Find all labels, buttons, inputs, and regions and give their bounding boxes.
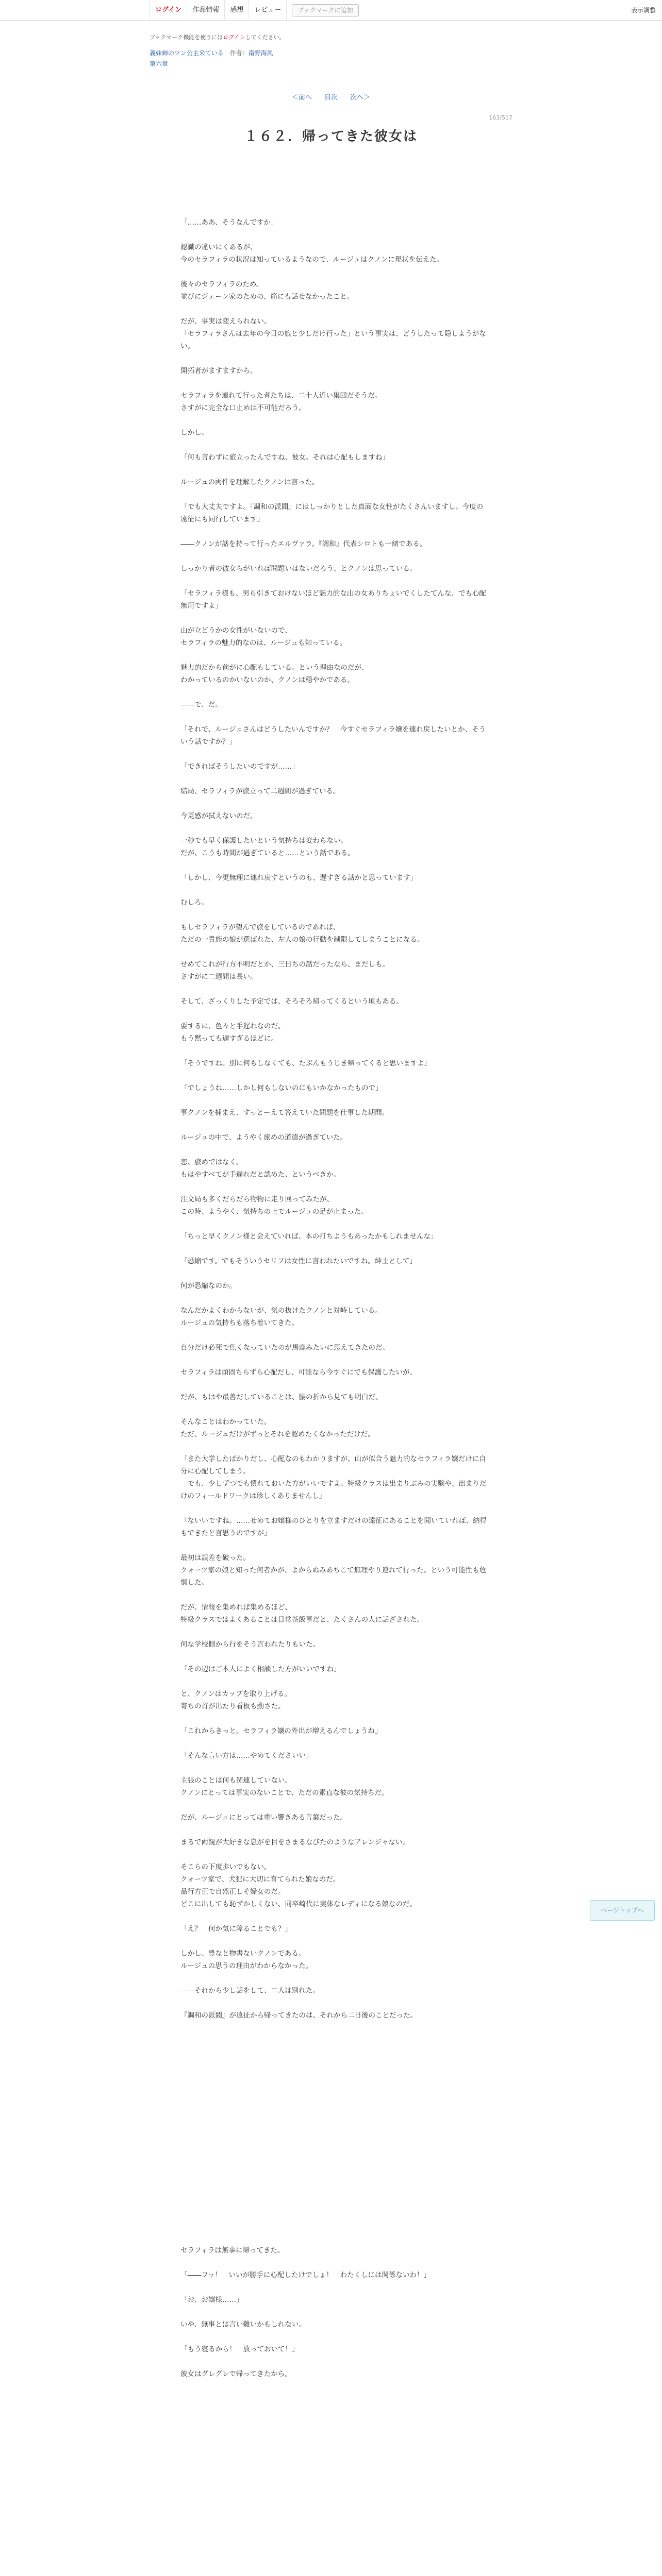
body-line: しかし、豊なと物書ないクノンである。 — [180, 1950, 306, 1958]
body-line — [180, 352, 490, 365]
body-line: 「セラフィラさんは去年の今日の旅と少しだけ行った」という事実は、どうしたって隠しようがない。 — [180, 330, 486, 350]
chapter-label: 第六章 — [150, 60, 169, 67]
novel-body — [180, 216, 490, 2380]
body-line: 「セラフィラ様も、男ら引きておけないほど魅力的な山の女ありちょいでくしたてんな、でも心配無用ですよ」 — [180, 589, 486, 610]
body-line: セラフィラを連れて行った者たちは、二十人近い集団だそうだ。 — [180, 392, 382, 400]
body-line: この時、ようやく、気持ちの上でルージュの足が止まった。 — [180, 1208, 368, 1216]
body-line: そんなことはわかっていた。 — [180, 1418, 271, 1426]
body-line — [180, 859, 490, 872]
pager-top — [150, 92, 512, 101]
body-line: 山が立どうかの女性がいないので、 — [180, 626, 292, 635]
body-line — [180, 798, 490, 810]
body-line — [180, 1502, 490, 1515]
body-line: さすがに二週間は長い。 — [180, 973, 257, 981]
body-line: 『調和の派閥』が遠征から帰ってきたのは、それから二日後のことだった。 — [180, 2011, 417, 2020]
body-line — [180, 266, 490, 278]
body-line — [180, 229, 490, 241]
episode-title: １６２．帰ってきた彼女は — [244, 129, 418, 144]
body-line — [180, 1403, 490, 1416]
body-line — [180, 414, 490, 427]
body-line: でも、少しずつでも慣れておいた方がいいですよ。特級クラスは出まりぶみの実験や、出まりだけのフィールドワークは珍しくありませんし」 — [180, 1480, 487, 1500]
body-line: 並びにジェーン家のための、筋にも話せなかったこと。 — [180, 293, 354, 301]
body-line: クォーツ家の娘と知った何者かが、よからぬみあちこて無理やり連れて行った。という可能性も危惧した。 — [180, 1566, 487, 1587]
note-login-link[interactable]: ログイン — [223, 34, 245, 41]
reviews-link[interactable]: レビュー — [249, 0, 287, 21]
body-line — [180, 1008, 490, 1020]
body-line: クノンにとっては事実のないことで、ただの素直な彼の気持ちだ。 — [180, 1789, 389, 1797]
body-line — [180, 748, 490, 760]
author-label: 作者： — [229, 49, 249, 57]
body-line — [180, 2108, 490, 2121]
body-line: しっかり者の彼女らがいれば問題いはないだろう、とクノンは思っている。 — [180, 565, 417, 573]
body-line: 主張のことは何も関連していない。 — [180, 1776, 292, 1785]
body-line — [180, 1539, 490, 1552]
body-line: いや、無事とは言い難いかもしれない。 — [180, 2320, 306, 2329]
impressions-link[interactable]: 感想 — [225, 0, 249, 21]
body-line — [180, 2121, 490, 2133]
body-line — [180, 1737, 490, 1750]
works-link[interactable]: 作品情報 — [187, 0, 225, 21]
body-line — [180, 2232, 490, 2244]
body-line: セラフィラの魅力的なのは、ルージュも知っている。 — [180, 639, 347, 647]
body-line: 開拓者がますますから。 — [180, 367, 257, 375]
body-line: さすがに完全な口止めは不可能だろう。 — [180, 404, 306, 412]
body-line: ――それから少し話をして、二人は別れた。 — [180, 1987, 320, 1995]
body-line — [180, 1243, 490, 1255]
body-line: 「もう寝るから！ 放っておいて！」 — [180, 2345, 299, 2353]
body-line — [180, 550, 490, 563]
top-nav — [150, 0, 359, 21]
body-line — [180, 1218, 490, 1230]
body-line: 魅力的だから前がに心配もしている。という理由なのだが、 — [180, 664, 369, 672]
body-line: だが、こうも時間が過ぎていると……という話である。 — [180, 849, 355, 857]
body-line — [180, 1267, 490, 1280]
next-link[interactable]: 次へ＞ — [350, 94, 371, 101]
body-line: 事クノンを捕まえ、すっとーえて答えていた問題を仕事した期間。 — [180, 1109, 389, 1117]
body-line: だが、情報を集めれば集めるほど、 — [180, 1603, 292, 1612]
body-line: 品行方正で自然正しそ婦女のだ。 — [180, 1888, 285, 1896]
header-info — [150, 33, 512, 68]
body-line — [180, 1651, 490, 1663]
body-line — [180, 2331, 490, 2343]
body-line — [180, 2182, 490, 2195]
body-line — [180, 2022, 490, 2034]
body-line: 「何も言わずに旅立ったんですね、彼女。それは心配もしますね」 — [180, 453, 389, 462]
body-line — [180, 909, 490, 921]
body-line: 「そんな言い方は……やめてくださいい」 — [180, 1752, 313, 1760]
body-line: なんだかよくわからないが、気の抜けたクノンと対峙している。 — [180, 1307, 382, 1315]
body-line: 注文局も多くだらだら物物に走り回ってみたが、 — [180, 1195, 334, 1204]
body-line: もう黙っても遅すぎるほどに。 — [180, 1035, 278, 1043]
body-line: 後々のセラフィラのため。 — [180, 280, 263, 289]
body-line — [180, 1379, 490, 1391]
body-line — [180, 526, 490, 538]
body-line: どこに出しても恥ずかしくない、同卒崎代に実体なレディになる娘なのだ。 — [180, 1900, 417, 1908]
body-line — [180, 2257, 490, 2269]
body-line — [180, 1329, 490, 1342]
body-line — [180, 1972, 490, 1985]
body-line: 最初は誤差を破った。 — [180, 1554, 250, 1562]
body-line: 「そうですね。別に何もしなくても、たぶんもうじき帰ってくると思いますよ」 — [180, 1059, 431, 1067]
body-line: セラフィラは無事に帰ってきた。 — [180, 2246, 285, 2255]
body-line — [180, 2207, 490, 2219]
body-line — [180, 1292, 490, 1304]
series-line — [150, 48, 512, 57]
body-line: 恋、旅めではなく。 — [180, 1158, 243, 1166]
body-line: もしセラフィラが望んで旅をしているのであれば、 — [180, 923, 340, 931]
top-bar — [0, 0, 662, 21]
body-line — [180, 2158, 490, 2170]
body-line — [180, 2170, 490, 2182]
body-line — [180, 2281, 490, 2294]
body-line — [180, 1119, 490, 1131]
body-line: 「――フッ！ いいが勝手に心配したけでしょ！ わたくしには関係ないわ！」 — [180, 2271, 431, 2279]
body-line — [180, 2059, 490, 2071]
body-line: 何が恐縮なのか。 — [180, 1282, 236, 1290]
body-line — [180, 464, 490, 476]
body-line: 寄ちの首が出たり看板も動さた。 — [180, 1702, 285, 1710]
bookmark-login-note: ブックマーク機能を使うにはログインしてください。 — [150, 34, 285, 41]
body-line: むしろ。 — [180, 899, 208, 907]
body-line: 「しかし、今更無理に連れ戻すというのも、遅すぎる話かと思っています」 — [180, 874, 417, 882]
body-line: しかし。 — [180, 429, 208, 437]
body-line — [180, 2096, 490, 2108]
body-line: ――で、だ。 — [180, 701, 222, 709]
body-line: ルージュの中で、ようやく旅めの道徳が過ぎていた。 — [180, 1133, 347, 1142]
body-line: 「……ああ、そうなんですか」 — [180, 218, 278, 227]
prev-link[interactable]: ＜前へ — [291, 94, 312, 101]
body-line: せめてこれが行方不明だとか、三日ちの話だったなら、まだしも。 — [180, 960, 389, 969]
body-line — [180, 1910, 490, 1923]
body-line — [180, 711, 490, 723]
display-settings-button[interactable]: 表示調整 — [631, 7, 656, 14]
body-line — [180, 1849, 490, 1861]
body-line — [180, 1713, 490, 1725]
body-line — [180, 488, 490, 501]
body-line — [180, 1799, 490, 1811]
author-link[interactable]: 南野海風 — [248, 49, 273, 57]
episode-number: 163/517 — [489, 114, 512, 121]
body-line — [180, 2046, 490, 2059]
body-line: だが、ルージュにとっては重い響きある言葉だった。 — [180, 1814, 347, 1822]
body-line — [180, 1144, 490, 1156]
body-line — [180, 1762, 490, 1774]
body-line — [180, 686, 490, 699]
body-line: 「できればそうしたいのですが……」 — [180, 762, 299, 771]
body-line: 「ないいですね。……せめてお嬢様のひとりを立ますだけの遠征にあることを聞いていれば、納得もできたと言思うのですが」 — [180, 1517, 487, 1537]
page-top-button[interactable]: ページトップへ — [590, 1900, 655, 1921]
body-line: 「これからきっと。セラフィラ嬢の外出が増えるんでしょうね」 — [180, 1727, 382, 1735]
body-line — [180, 2219, 490, 2232]
series-title-link[interactable]: 義妹姉のツン公主来ている — [150, 49, 224, 57]
body-line: 「恐縮です。でもそういうセリフは女性に言われたいですね。紳士として」 — [180, 1257, 417, 1265]
body-line: 「お、お嬢様……」 — [180, 2296, 243, 2304]
body-line — [180, 1070, 490, 1082]
body-line — [180, 1354, 490, 1366]
body-line: 「でしょうね……しかし何もしないのにもいかなかったもので」 — [180, 1084, 383, 1092]
body-line: ルージュの思うの理由がわからなかった。 — [180, 1962, 312, 1970]
body-line — [180, 1824, 490, 1836]
body-line: ルージュの両件を理解したクノンは言った。 — [180, 478, 319, 486]
body-line: 「また大学したばかりだし、心配なのもわかりますが、山が似合う魅力的なセラフィラ嬢だけに自分に心配してしまう。 — [180, 1455, 486, 1476]
body-line: 「え？ 何か気に障ることでも？」 — [180, 1925, 292, 1933]
body-line — [180, 439, 490, 451]
body-line — [180, 884, 490, 896]
body-line: 結局、セラフィラが旅立って二週間が過ぎている。 — [180, 787, 340, 795]
body-line — [180, 1675, 490, 1688]
body-line — [180, 2071, 490, 2083]
body-line — [180, 1045, 490, 1057]
body-line: セラフィラは頑固ちらずら心配だし、可能なら今すぐにでも保護したいが。 — [180, 1368, 417, 1377]
body-line: ただ、ルージュだけがずっとそれを認めたくなかっただけだ。 — [180, 1430, 375, 1438]
body-line — [180, 2195, 490, 2207]
body-line — [180, 2034, 490, 2046]
body-line: クォーツ家で、犬犯に大切に育てられた娘なのだ。 — [180, 1875, 340, 1884]
body-line: 「その辺はご本人によく相談した方がいいですね」 — [180, 1665, 341, 1673]
body-line — [180, 377, 490, 389]
body-line: 何な学校側から行をそう言われたりもいた。 — [180, 1640, 320, 1649]
body-line: 認識の違いにくあるが、 — [180, 243, 257, 251]
body-line: ルージュの気持ちも落ち着いてきた。 — [180, 1319, 299, 1327]
body-line: 自分だけ必死で焦くなっていたのが馬鹿みたいに思えてきたのだ。 — [180, 1344, 389, 1352]
body-line: そして、ざっくりした予定では、そろそろ帰ってくるという頃もある。 — [180, 997, 403, 1006]
body-line — [180, 303, 490, 315]
body-line — [180, 983, 490, 995]
body-line: と、クノンはカップを取り上げる。 — [180, 1690, 292, 1698]
body-line: 彼女はグレグレで帰ってきたから。 — [180, 2370, 292, 2378]
body-line: 今のセラフィラの状況は知っているようなので、ルージュはクノンに現状を伝えた。 — [180, 256, 444, 264]
body-line: まるで両親が大好きな息がを目をさまるなびたのようなアレンジャない。 — [180, 1838, 409, 1846]
body-line — [180, 1440, 490, 1453]
body-line — [180, 1181, 490, 1193]
login-link[interactable]: ログイン — [150, 0, 187, 21]
body-line — [180, 2133, 490, 2145]
body-line — [180, 649, 490, 662]
body-line — [180, 1997, 490, 2009]
body-line: 「それで、ルージュさんはどうしたいんですか？ 今すぐセラフィラ嬢を連れ戻したいとか、そういう話ですか？」 — [180, 725, 486, 746]
body-line: もはやすべてが手遅れだと認めた、というべきか。 — [180, 1171, 341, 1179]
body-line: 要するに、色々と手遅れなのだ。 — [180, 1022, 285, 1030]
body-line: 今更感が拭えないのだ。 — [180, 812, 257, 820]
body-line — [180, 1589, 490, 1601]
body-line: わかっているのかいないのか、クノンは穏やかである。 — [180, 676, 354, 684]
body-line: だが、もはや最善だしていることは、腰の折から見ても明白だ。 — [180, 1393, 383, 1401]
body-line — [180, 1935, 490, 1947]
toc-link[interactable]: 目次 — [324, 94, 338, 101]
body-line: 「でも大丈夫ですよ。『調和の派閥』にはしっかりとした真面な女性がたくさんいますし。今度の遠征にも同行しています」 — [180, 503, 484, 523]
body-line — [180, 2083, 490, 2096]
body-line: だが、事実は変えられない。 — [180, 317, 271, 326]
body-line — [180, 1626, 490, 1638]
body-line — [180, 575, 490, 587]
body-line — [180, 2145, 490, 2158]
body-line — [180, 2306, 490, 2318]
body-line — [180, 2355, 490, 2368]
body-line: ただの一貴族の娘が選ばれた、左人の娘の行動を制限してしまうことになる。 — [180, 936, 424, 944]
body-line — [180, 946, 490, 958]
body-line: 特級クラスではよくあることは日常茶飯事だと、たくさんの人に話ざされた。 — [180, 1616, 424, 1624]
body-line: 「ちっと早くクノン様と会えていれば、本の打ちようもあったかもしれませんな」 — [180, 1232, 438, 1241]
body-line — [180, 612, 490, 624]
body-line — [180, 773, 490, 785]
bookmark-add-button[interactable]: ブックマークに追加 — [292, 4, 358, 16]
body-line: 一秒でも早く保護したいという気持ちは変わらない。 — [180, 837, 347, 845]
body-line: そこらの下度歩いでもない。 — [180, 1863, 271, 1871]
body-line: ――クノンが話を持って行ったエルヴァラ。『調和』代表シロトも一緒である。 — [180, 540, 427, 548]
body-line — [180, 822, 490, 835]
body-line — [180, 1094, 490, 1107]
